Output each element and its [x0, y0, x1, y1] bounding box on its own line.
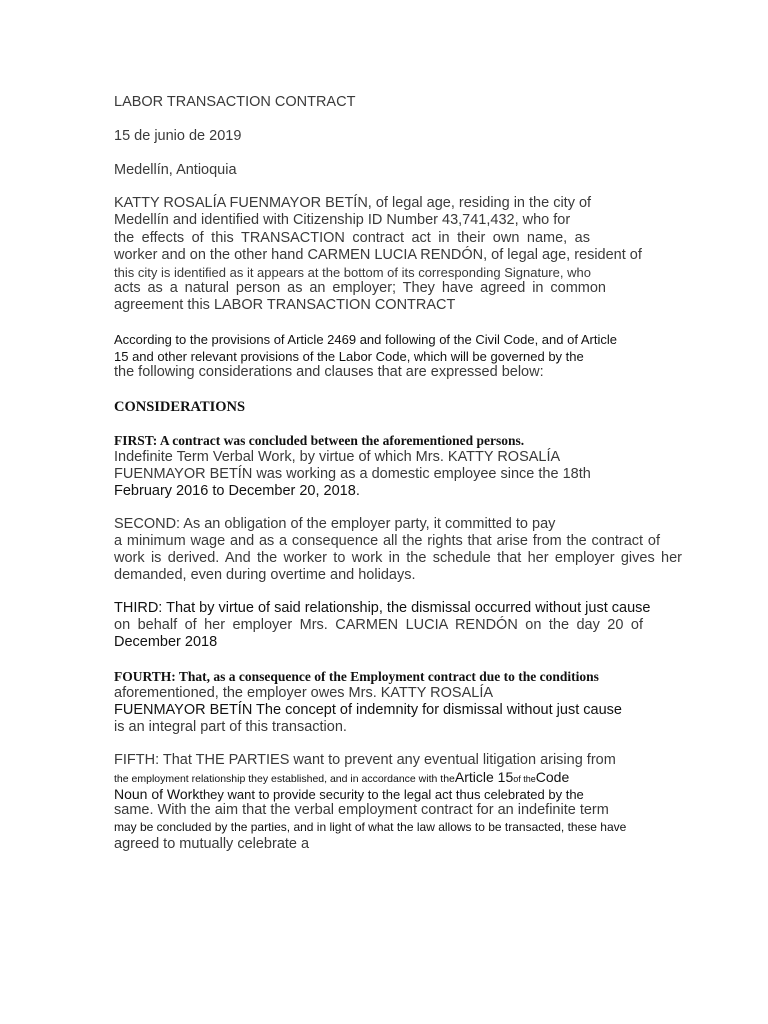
- second-line: demanded, even during overtime and holidays.: [114, 567, 416, 583]
- fourth-heading: FOURTH: That, as a consequence of the Employment contract due to the conditions: [114, 669, 599, 684]
- first-heading: FIRST: A contract was concluded between the aforementioned persons.: [114, 433, 525, 448]
- provisions-line: According to the provisions of Article 2469 and following of the Civil Code, and of Article: [114, 332, 617, 347]
- second-line: a minimum wage and as a consequence all the rights that arise from the contract of: [114, 533, 660, 549]
- fifth-text: the employment relationship they established, and in accordance with the: [114, 773, 455, 785]
- fifth-code-ref: Code: [535, 769, 570, 785]
- fourth-line: is an integral part of this transaction.: [114, 719, 347, 735]
- fifth-line: agreed to mutually celebrate a: [114, 836, 310, 852]
- third-line: on behalf of her employer Mrs. CARMEN LUCIA RENDÓN on the day 20 of: [114, 617, 643, 633]
- fifth-line: FIFTH: That THE PARTIES want to prevent any eventual litigation arising from: [114, 752, 616, 768]
- intro-line: acts as a natural person as an employer; They have agreed in common: [114, 280, 606, 296]
- document-place: Medellín, Antioquia: [114, 162, 237, 178]
- fifth-article-ref: Article 15: [454, 769, 514, 785]
- intro-line: agreement this LABOR TRANSACTION CONTRACT: [114, 297, 456, 313]
- fifth-line: may be concluded by the parties, and in light of what the law allows to be transacted, these have: [114, 820, 627, 834]
- document-date: 15 de junio de 2019: [114, 128, 242, 144]
- second-line: work is derived. And the worker to work in the schedule that her employer gives her: [114, 550, 682, 566]
- third-line: December 2018: [114, 634, 218, 650]
- first-line: February 2016 to December 20, 2018.: [114, 483, 360, 499]
- intro-line: the effects of this TRANSACTION contract act in their own name, as: [114, 230, 590, 246]
- first-line: FUENMAYOR BETÍN was working as a domestic employee since the 18th: [114, 466, 591, 482]
- intro-line: KATTY ROSALÍA FUENMAYOR BETÍN, of legal age, residing in the city of: [114, 195, 592, 211]
- intro-line: Medellín and identified with Citizenship ID Number 43,741,432, who for: [114, 212, 571, 228]
- considerations-heading: CONSIDERATIONS: [114, 399, 246, 415]
- first-line: Indefinite Term Verbal Work, by virtue of which Mrs. KATTY ROSALÍA: [114, 449, 561, 465]
- document-title: LABOR TRANSACTION CONTRACT: [114, 94, 356, 110]
- intro-line: this city is identified as it appears at the bottom of its corresponding Signature, who: [114, 265, 591, 280]
- fifth-text: of the: [513, 774, 536, 784]
- provisions-line: the following considerations and clauses that are expressed below:: [114, 364, 544, 380]
- fifth-line: same. With the aim that the verbal employment contract for an indefinite term: [114, 802, 609, 818]
- fourth-line: FUENMAYOR BETÍN The concept of indemnity for dismissal without just cause: [114, 702, 622, 718]
- fifth-code-name: Noun of Work: [114, 786, 200, 802]
- provisions-line: 15 and other relevant provisions of the Labor Code, which will be governed by the: [114, 349, 584, 364]
- second-line: SECOND: As an obligation of the employer party, it committed to pay: [114, 516, 556, 532]
- third-line: THIRD: That by virtue of said relationship, the dismissal occurred without just cause: [114, 600, 651, 616]
- fifth-text: they want to provide security to the legal act thus celebrated by the: [199, 787, 584, 802]
- fourth-line: aforementioned, the employer owes Mrs. KATTY ROSALÍA: [114, 685, 494, 701]
- intro-line: worker and on the other hand CARMEN LUCIA RENDÓN, of legal age, resident of: [114, 247, 642, 263]
